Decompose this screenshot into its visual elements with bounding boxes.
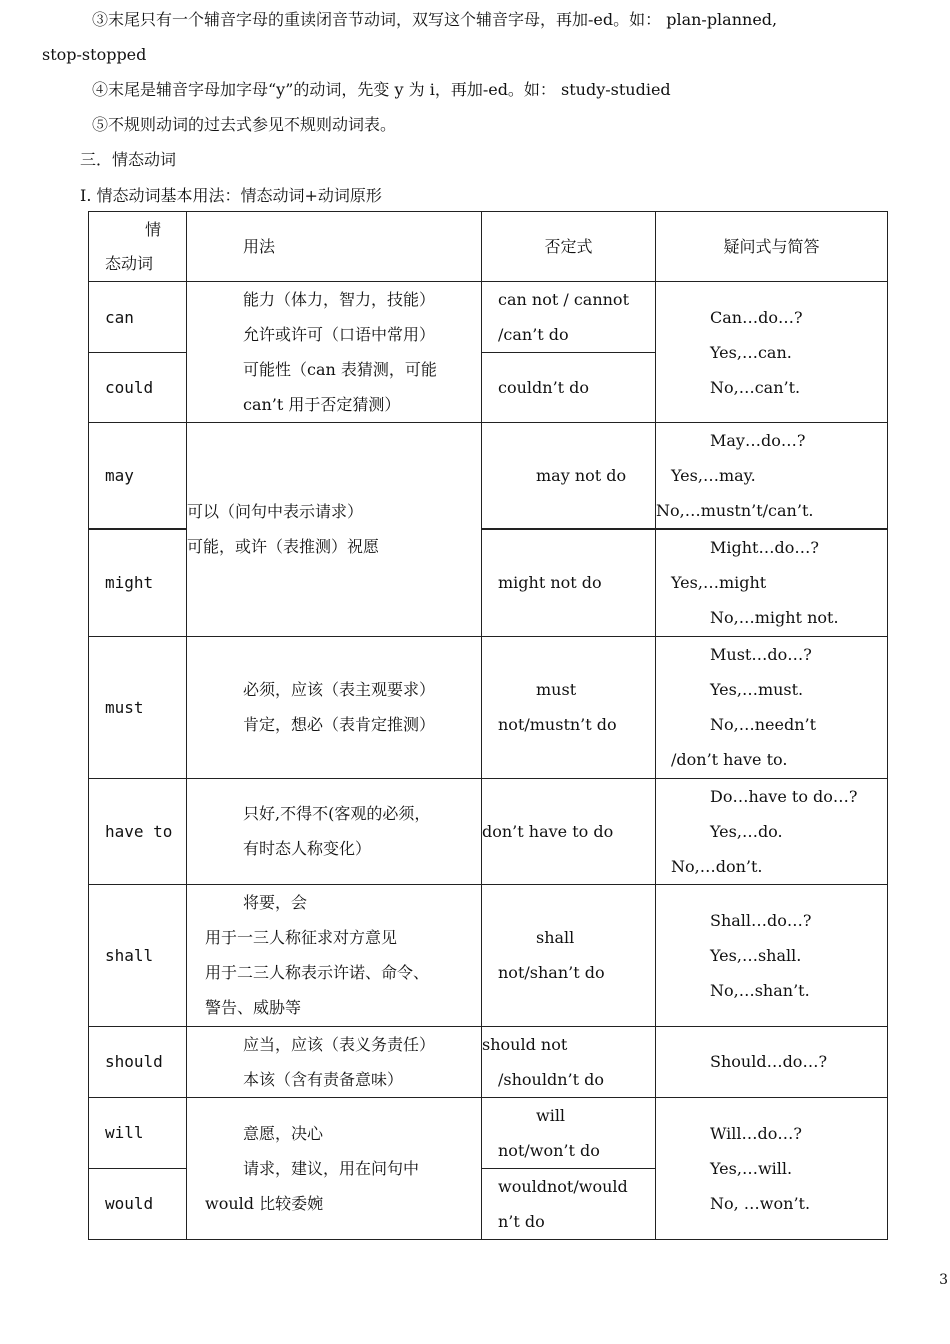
modal-have-to: have to (89, 778, 187, 884)
rule-3-line-2: stop-stopped (42, 45, 147, 64)
question-shall: Shall…do…? Yes,…shall. No,…shan’t. (656, 884, 888, 1026)
modal-could: could (89, 353, 187, 423)
negative-will: will not/won’t do (482, 1097, 656, 1168)
usage-may-might: 可以（问句中表示请求） 可能，或许（表推测）祝愿 (187, 423, 482, 637)
header-question: 疑问式与简答 (656, 212, 888, 282)
negative-might: might not do (482, 529, 656, 636)
table-row (89, 1097, 888, 1168)
table-row (89, 884, 888, 1026)
header-usage: 用法 (187, 212, 482, 282)
negative-should: should not /shouldn’t do (482, 1026, 656, 1097)
negative-would: wouldnot/would n’t do (482, 1168, 656, 1239)
usage-have-to: 只好,不得不(客观的必须， 有时态人称变化） (187, 778, 482, 884)
negative-could: couldn’t do (482, 353, 656, 423)
modal-should: should (89, 1026, 187, 1097)
modal-verbs-table (88, 211, 888, 1240)
modal-must: must (89, 636, 187, 778)
usage-must: 必须，应该（表主观要求） 肯定，想必（表肯定推测） (187, 636, 482, 778)
question-will-would: Will…do…? Yes,…will. No, …won’t. (656, 1097, 888, 1239)
table-row (89, 282, 888, 353)
modal-might: might (89, 529, 187, 636)
modal-would: would (89, 1168, 187, 1239)
question-must: Must…do…? Yes,…must. No,…needn’t /don’t have to. (656, 636, 888, 778)
negative-may: may not do (482, 423, 656, 530)
usage-shall: 将要，会 用于一三人称征求对方意见 用于二三人称表示许诺、命令、 警告、威胁等 (187, 884, 482, 1026)
table-row (89, 778, 888, 884)
rule-5: ⑤不规则动词的过去式参见不规则动词表。 (92, 115, 397, 134)
question-can-could: Can…do…? Yes,…can. No,…can’t. (656, 282, 888, 423)
usage-can-could: 能力（体力，智力，技能） 允许或许可（口语中常用） 可能性（can 表猜测，可能 can’t 用于否定猜测） (187, 282, 482, 423)
modal-shall: shall (89, 884, 187, 1026)
question-should: Should…do…? (656, 1026, 888, 1097)
negative-have-to: don’t have to do (482, 778, 656, 884)
negative-shall: shall not/shan’t do (482, 884, 656, 1026)
modal-will: will (89, 1097, 187, 1168)
modal-may: may (89, 423, 187, 530)
table-header-row (89, 212, 888, 282)
table-row (89, 423, 888, 530)
subsection-title: I. 情态动词基本用法：情态动词+动词原形 (80, 186, 382, 205)
modal-can: can (89, 282, 187, 353)
negative-must: must not/mustn’t do (482, 636, 656, 778)
rule-4: ④末尾是辅音字母加字母“y”的动词，先变 y 为 i，再加-ed。如： study-studied (92, 80, 671, 99)
header-modal: 情 态动词 (89, 212, 187, 282)
header-negative: 否定式 (482, 212, 656, 282)
negative-can: can not / cannot /can’t do (482, 282, 656, 353)
rule-3-line-1: ③末尾只有一个辅音字母的重读闭音节动词，双写这个辅音字母，再加-ed。如： plan-planned, (92, 10, 778, 29)
usage-should: 应当，应该（表义务责任） 本该（含有责备意味） (187, 1026, 482, 1097)
question-might: Might…do…? Yes,…might No,…might not. (656, 529, 888, 636)
section-title: 三．情态动词 (80, 150, 177, 169)
question-may: May…do…? Yes,…may. No,…mustn’t/can’t. (656, 423, 888, 530)
question-have-to: Do…have to do…? Yes,…do. No,…don’t. (656, 778, 888, 884)
table-row (89, 636, 888, 778)
usage-will-would: 意愿，决心 请求，建议，用在问句中 would 比较委婉 (187, 1097, 482, 1239)
page-number: 3 (939, 1272, 948, 1288)
table-row (89, 1026, 888, 1097)
